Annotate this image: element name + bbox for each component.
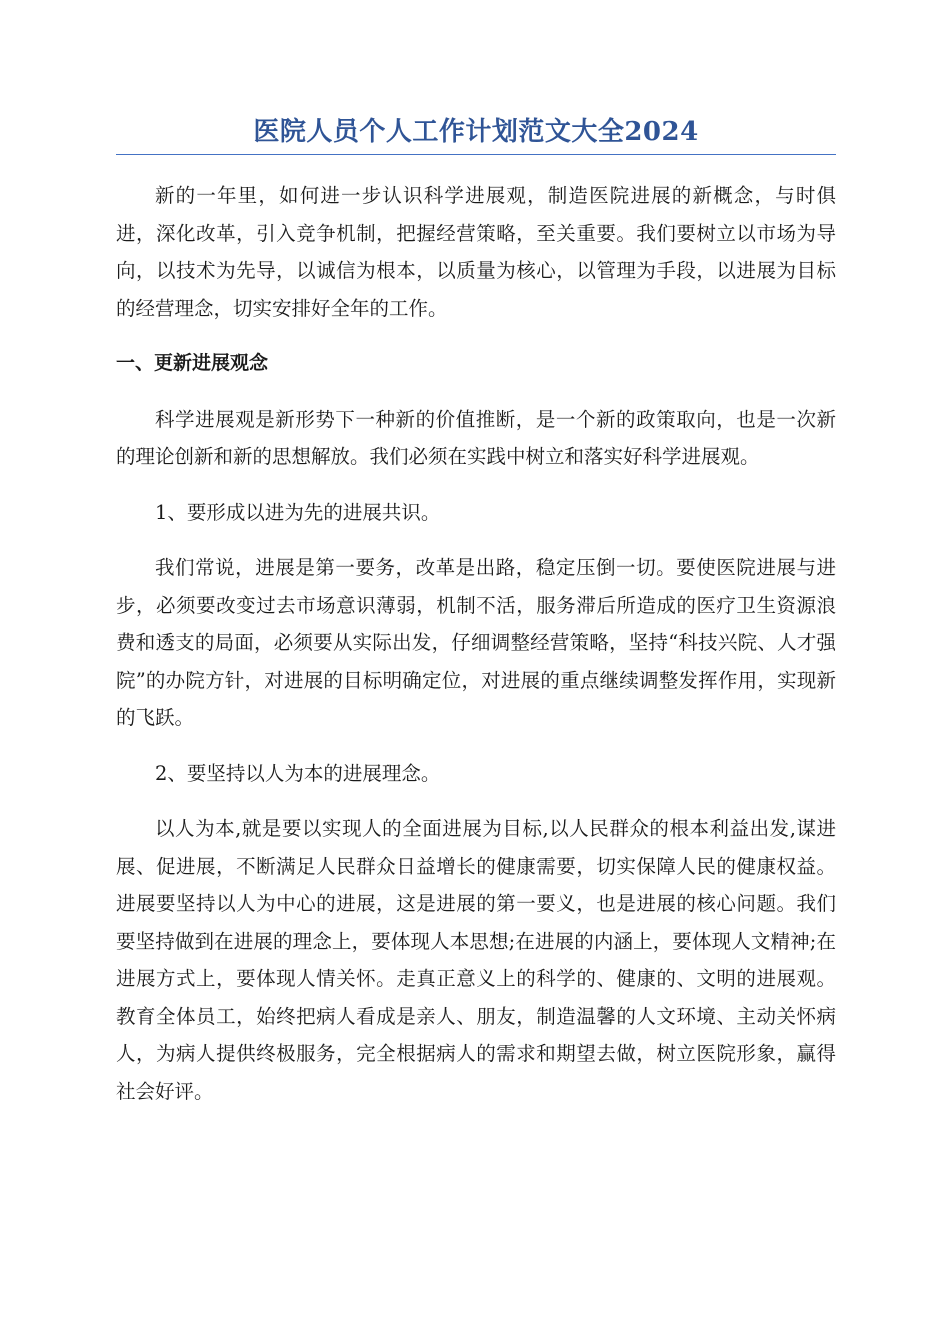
subsection-heading: 1、要形成以进为先的进展共识。: [155, 500, 441, 524]
document-page: [116, 112, 836, 1128]
document-body: [116, 177, 836, 1110]
subsection-heading: 2、要坚持以人为本的进展理念。: [155, 761, 441, 785]
intro-paragraph: 新的一年里，如何进一步认识科学进展观，制造医院进展的新概念，与时俱进，深化改革，引入竞争机制，把握经营策略，至关重要。我们要树立以市场为导向，以技术为先导，以诚信为根本，以质量为核心，以管理为手段，以进展为目标的经营理念，切实安排好全年的工作。: [116, 184, 836, 320]
section-paragraph: 科学进展观是新形势下一种新的价值推断，是一个新的政策取向，也是一次新的理论创新和新的思想解放。我们必须在实践中树立和落实好科学进展观。: [116, 407, 836, 468]
subsection-paragraph: 以人为本,就是要以实现人的全面进展为目标,以人民群众的根本利益出发,谋进展、促进展，不断满足人民群众日益增长的健康需要，切实保障人民的健康权益。进展要坚持以人为中心的进展，这是进展的第一要义，也是进展的核心问题。我们要坚持做到在进展的理念上，要体现人本思想;在进展的内涵上，要体现人文精神;在进展方式上，要体现人情关怀。走真正意义上的科学的、健康的、文明的进展观。教育全体员工，始终把病人看成是亲人、朋友，制造温馨的人文环境、主动关怀病人，为病人提供终极服务，完全根据病人的需求和期望去做，树立医院形象，赢得社会好评。: [116, 817, 836, 1103]
subsection-paragraph: 我们常说，进展是第一要务，改革是出路，稳定压倒一切。要使医院进展与进步，必须要改变过去市场意识薄弱，机制不活，服务滞后所造成的医疗卫生资源浪费和透支的局面，必须要从实际出发，仔细调整经营策略，坚持“科技兴院、人才强院”的办院方针，对进展的目标明确定位，对进展的重点继续调整发挥作用，实现新的飞跃。: [116, 556, 836, 729]
document-title: 医院人员个人工作计划范文大全2024: [116, 112, 836, 155]
section-heading: 一、更新进展观念: [116, 352, 269, 374]
